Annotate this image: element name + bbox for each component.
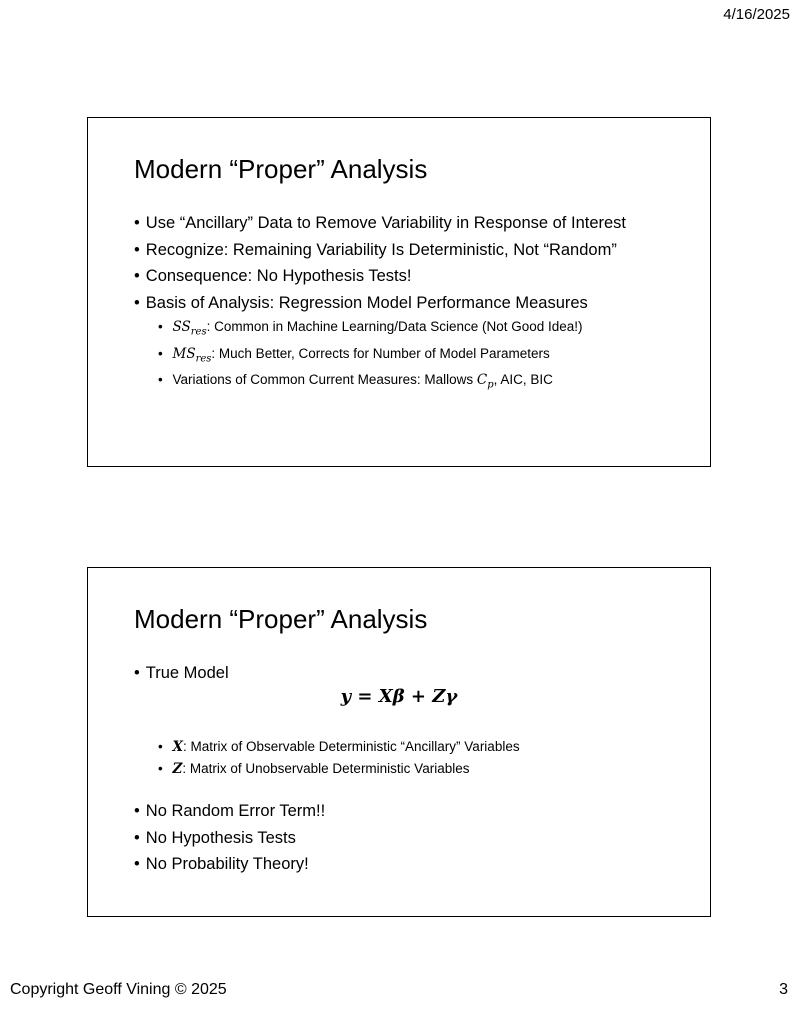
math-symbol: $MS_{res}$ bbox=[172, 345, 212, 365]
bullet-item: • Use “Ancillary” Data to Remove Variability in Response of Interest bbox=[134, 210, 700, 237]
slide-title: Modern “Proper” Analysis bbox=[134, 154, 428, 184]
bullet-item: • No Hypothesis Tests bbox=[134, 825, 700, 852]
bullet-list bbox=[134, 798, 700, 878]
math-symbol: $C_p$ bbox=[476, 372, 494, 392]
math-symbol: Z bbox=[172, 761, 183, 777]
sub-bullet-item: • Z: Matrix of Unobservable Deterministic Variables bbox=[158, 758, 520, 780]
copyright-text: Copyright Geoff Vining © 2025 bbox=[10, 981, 227, 998]
slide-2 bbox=[87, 567, 711, 917]
page-number: 3 bbox=[779, 981, 788, 998]
bullet-item: • Basis of Analysis: Regression Model Performance Measures bbox=[134, 290, 700, 317]
sub-bullet-list bbox=[134, 316, 700, 396]
bullet-item: • No Probability Theory! bbox=[134, 851, 700, 878]
bullet-item: • Recognize: Remaining Variability Is Deterministic, Not “Random” bbox=[134, 237, 700, 264]
bullet-item: • Consequence: No Hypothesis Tests! bbox=[134, 263, 700, 290]
sub-bullet-item: • $MS_{res}$: Much Better, Corrects for Number of Model Parameters bbox=[158, 343, 700, 370]
bullet-list bbox=[134, 210, 700, 396]
page-date: 4/16/2025 bbox=[723, 6, 790, 23]
sub-bullet-group bbox=[134, 316, 700, 396]
math-symbol: $SS_{res}$ bbox=[172, 319, 207, 338]
sub-bullet-list bbox=[158, 736, 520, 780]
slide-1 bbox=[87, 117, 711, 467]
bullet-item: • No Random Error Term!! bbox=[134, 798, 700, 825]
bullet-list bbox=[134, 660, 700, 687]
sub-bullet-item: • $SS_{res}$: Common in Machine Learning/Data Science (Not Good Idea!) bbox=[158, 316, 700, 343]
bullet-item: • True Model bbox=[134, 660, 700, 687]
slide-title: Modern “Proper” Analysis bbox=[134, 604, 428, 634]
sub-bullet-item: • Variations of Common Current Measures: Mallows $C_p$, AIC, BIC bbox=[158, 369, 700, 396]
equation: y = Xβ + Zγ bbox=[340, 686, 458, 707]
sub-bullet-item: • X: Matrix of Observable Deterministic “Ancillary” Variables bbox=[158, 736, 520, 758]
math-symbol: X bbox=[172, 739, 183, 755]
